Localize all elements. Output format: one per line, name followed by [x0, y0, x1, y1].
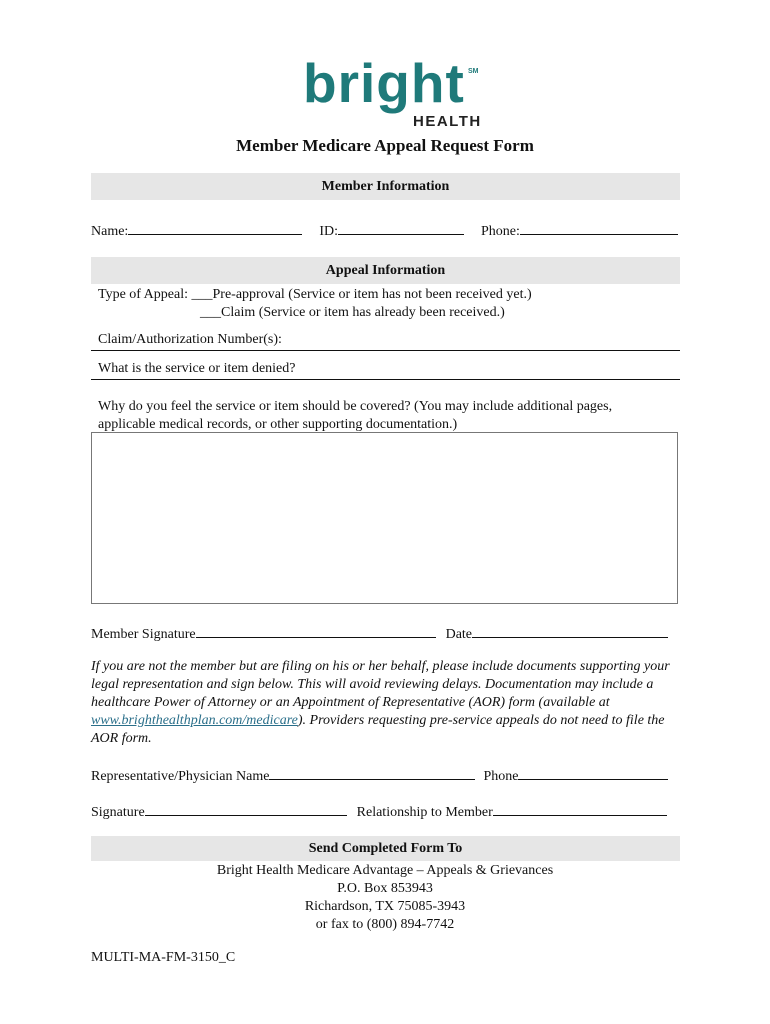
brand-logo: bright [303, 52, 465, 114]
note-text-before: If you are not the member but are filing on his or her behalf, please include documents supporting your legal representation and sign below. This will avoid reviewing delays. Documentation may include a healthcare Power of Attorney or an Appointment of Representative (AOR) form (available at [91, 659, 670, 710]
name-label: Name: [91, 224, 129, 239]
claim-number-label: Claim/Authorization Number(s): [98, 332, 282, 347]
preapproval-option: Pre-approval (Service or item has not been received yet.) [212, 287, 532, 302]
representative-name-label: Representative/Physician Name [91, 769, 270, 784]
form-code: MULTI-MA-FM-3150_C [91, 950, 236, 965]
note-text-after: ). Providers requesting pre-service appeals do not need to file the AOR form. [91, 713, 665, 746]
type-of-appeal-label: Type of Appeal: [98, 287, 188, 302]
representative-signature-label: Signature [91, 805, 145, 820]
logo-health-text: HEALTH [413, 113, 482, 130]
representative-phone-label: Phone [483, 769, 519, 784]
representative-name-field[interactable] [269, 766, 475, 780]
representative-signature-row [91, 802, 680, 821]
member-signature-field[interactable] [196, 624, 436, 638]
member-signature-label: Member Signature [91, 627, 196, 642]
logo-service-mark: SM [468, 68, 479, 75]
representative-signature-field[interactable] [145, 802, 347, 816]
member-info-row [91, 221, 680, 240]
relationship-label: Relationship to Member [356, 805, 493, 820]
id-label: ID: [319, 224, 338, 239]
member-info-heading: Member Information [91, 173, 680, 200]
phone-field[interactable] [520, 221, 678, 235]
claim-option: Claim (Service or item has already been received.) [221, 305, 505, 320]
representative-row [91, 766, 680, 785]
representative-phone-field[interactable] [518, 766, 668, 780]
aor-form-link[interactable]: www.brighthealthplan.com/medicare [91, 713, 298, 728]
claim-row [200, 305, 770, 321]
send-to-heading: Send Completed Form To [91, 836, 680, 861]
service-denied-field[interactable] [91, 361, 680, 380]
member-signature-row [91, 624, 680, 643]
type-of-appeal-row [98, 287, 687, 303]
date-field[interactable] [472, 624, 668, 638]
preapproval-blank[interactable]: ___ [191, 287, 213, 302]
claim-number-field[interactable] [91, 332, 680, 351]
send-to-line-3: Richardson, TX 75085-3943 [304, 899, 466, 914]
appeal-info-heading: Appeal Information [91, 257, 680, 284]
send-to-line-4: or fax to (800) 894-7742 [315, 917, 455, 932]
why-covered-textarea[interactable] [91, 432, 678, 604]
send-to-line-1: Bright Health Medicare Advantage – Appeals & Grievances [216, 863, 554, 878]
name-field[interactable] [128, 221, 302, 235]
service-denied-label: What is the service or item denied? [98, 361, 296, 376]
send-to-line-2: P.O. Box 853943 [337, 881, 433, 896]
id-field[interactable] [338, 221, 464, 235]
claim-blank[interactable]: ___ [200, 305, 221, 320]
phone-label: Phone: [481, 224, 520, 239]
date-label: Date [445, 627, 473, 642]
relationship-field[interactable] [493, 802, 667, 816]
page-title: Member Medicare Appeal Request Form [236, 136, 534, 155]
representative-note [91, 658, 681, 748]
why-covered-prompt: Why do you feel the service or item should be covered? (You may include additional pages, applicable medical records, or other supporting documentation.) [98, 399, 613, 432]
